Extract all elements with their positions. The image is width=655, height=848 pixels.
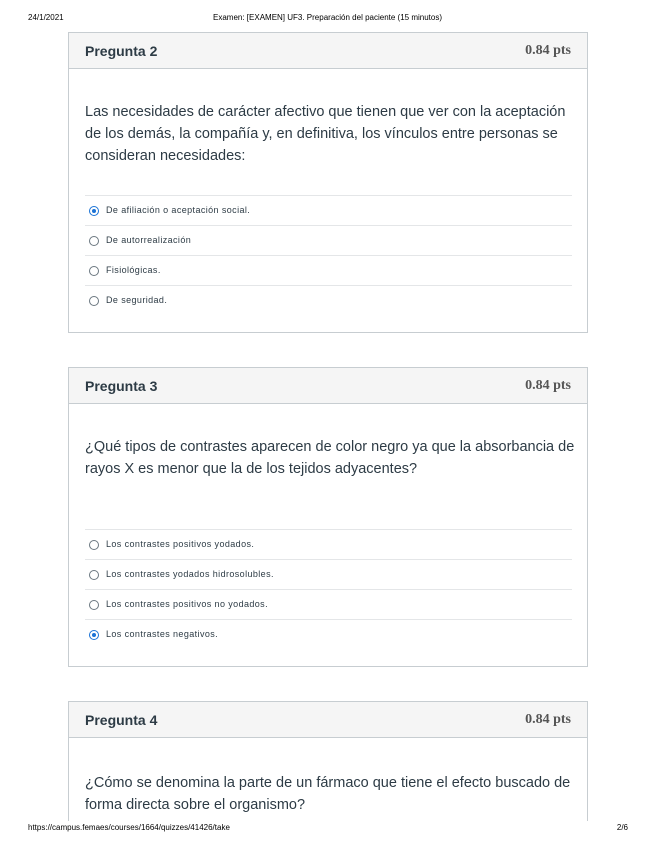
radio-icon[interactable] (89, 296, 99, 306)
print-url: https://campus.femaes/courses/1664/quizzes/41426/take (28, 823, 230, 832)
print-date: 24/1/2021 (28, 13, 64, 22)
question-points: 0.84 pts (525, 378, 571, 393)
answer-label: Fisiológicas. (106, 265, 161, 275)
radio-icon[interactable] (89, 266, 99, 276)
answer-list (85, 529, 572, 649)
answer-option[interactable] (85, 619, 572, 649)
answer-label: Los contrastes yodados hidrosolubles. (106, 569, 274, 579)
question-card-3 (68, 367, 588, 667)
radio-selected-icon[interactable] (89, 206, 99, 216)
question-header (69, 702, 587, 738)
answer-label: De afiliación o aceptación social. (106, 205, 251, 215)
radio-icon[interactable] (89, 600, 99, 610)
answer-label: Los contrastes negativos. (106, 629, 219, 639)
radio-selected-icon[interactable] (89, 630, 99, 640)
radio-icon[interactable] (89, 540, 99, 550)
question-text: Las necesidades de carácter afectivo que tienen que ver con la aceptación de los demás, la compañía y, en definitiva, los vínculos entre personas se consideran necesidades: (85, 104, 566, 164)
answer-option[interactable] (85, 559, 572, 589)
question-text: ¿Cómo se denomina la parte de un fármaco que tiene el efecto buscado de forma directa sobre el organismo? (85, 775, 571, 813)
question-header (69, 33, 587, 69)
print-footer (0, 823, 655, 837)
question-text: ¿Qué tipos de contrastes aparecen de color negro ya que la absorbancia de rayos X es menor que la de los tejidos adyacentes? (85, 439, 575, 477)
question-header (69, 368, 587, 404)
answer-option[interactable] (85, 195, 572, 225)
answer-option[interactable] (85, 529, 572, 559)
question-card-2 (68, 32, 588, 333)
question-card-4 (68, 701, 588, 821)
answer-option[interactable] (85, 255, 572, 285)
question-title: Pregunta 2 (85, 43, 158, 59)
answer-option[interactable] (85, 225, 572, 255)
print-header (0, 13, 655, 27)
answer-option[interactable] (85, 285, 572, 315)
question-title: Pregunta 3 (85, 378, 158, 394)
radio-icon[interactable] (89, 570, 99, 580)
radio-icon[interactable] (89, 236, 99, 246)
answer-label: Los contrastes positivos no yodados. (106, 599, 268, 609)
question-points: 0.84 pts (525, 712, 571, 727)
question-points: 0.84 pts (525, 43, 571, 58)
answer-list (85, 195, 572, 315)
question-title: Pregunta 4 (85, 712, 158, 728)
print-document-title: Examen: [EXAMEN] UF3. Preparación del paciente (15 minutos) (213, 13, 442, 22)
answer-label: Los contrastes positivos yodados. (106, 539, 255, 549)
answer-label: De seguridad. (106, 295, 168, 305)
answer-option[interactable] (85, 589, 572, 619)
answer-label: De autorrealización (106, 235, 192, 245)
print-page-number: 2/6 (616, 823, 628, 832)
